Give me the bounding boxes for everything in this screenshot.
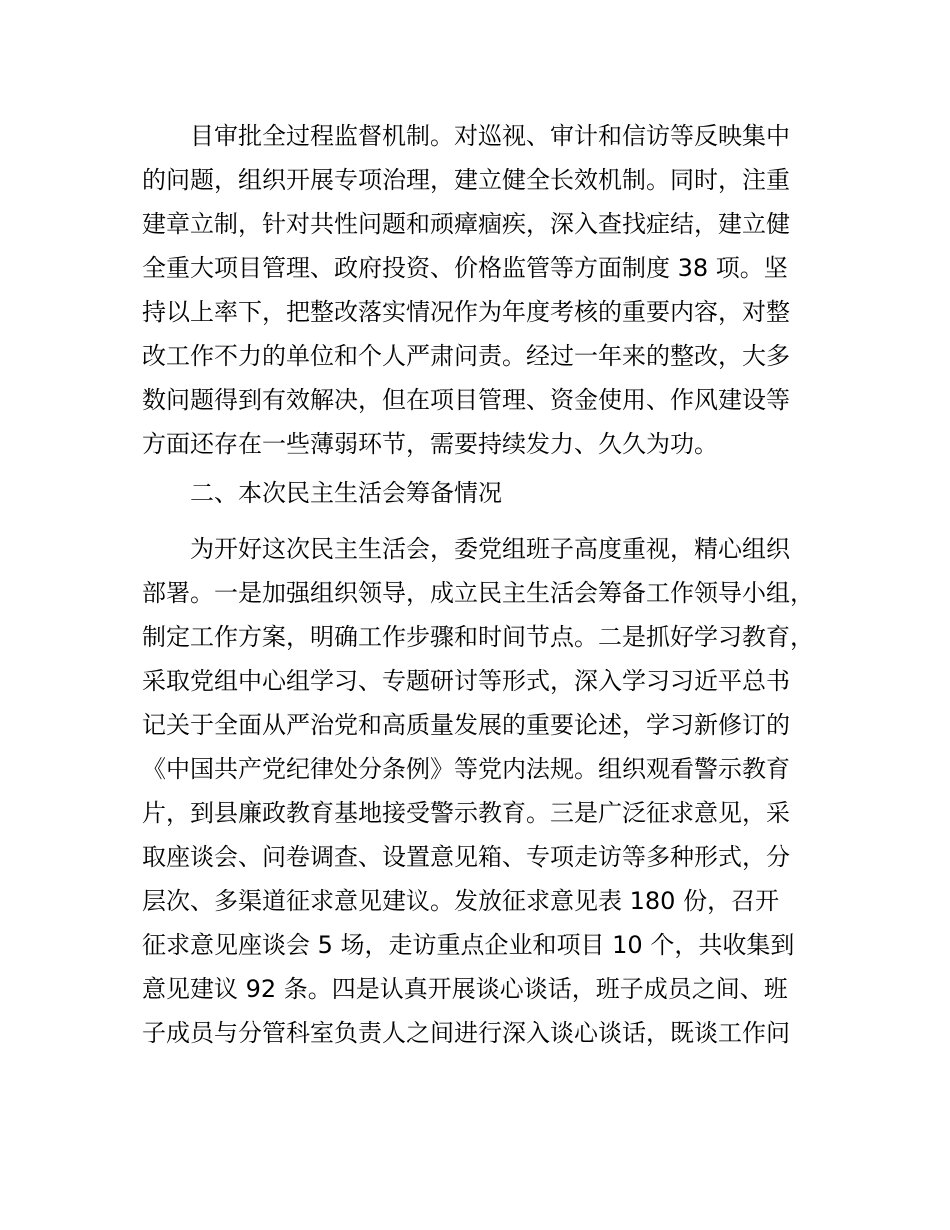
paragraph-line: 数问题得到有效解决，但在项目管理、资金使用、作风建设等	[142, 386, 790, 414]
paragraph-line: 片，到县廉政教育基地接受警示教育。三是广泛征求意见，采	[142, 799, 790, 827]
paragraph-line: 意见建议 92 条。四是认真开展谈心谈话，班子成员之间、班	[142, 975, 788, 1003]
paragraph-line: 采取党组中心组学习、专题研讨等形式，深入学习习近平总书	[142, 667, 790, 695]
paragraph-line: 记关于全面从严治党和高质量发展的重要论述，学习新修订的	[142, 711, 790, 739]
paragraph-line: 制定工作方案，明确工作步骤和时间节点。二是抓好学习教育，	[142, 623, 814, 651]
paragraph-line: 子成员与分管科室负责人之间进行深入谈心谈话，既谈工作问	[142, 1019, 790, 1047]
paragraph-line: 《中国共产党纪律处分条例》等党内法规。组织观看警示教育	[142, 755, 790, 783]
paragraph-line: 的问题，组织开展专项治理，建立健全长效机制。同时，注重	[142, 166, 790, 194]
paragraph-line: 改工作不力的单位和个人严肃问责。经过一年来的整改，大多	[142, 342, 790, 370]
paragraph-line: 为开好这次民主生活会，委党组班子高度重视，精心组织	[190, 535, 790, 563]
paragraph-line: 持以上率下，把整改落实情况作为年度考核的重要内容，对整	[142, 298, 790, 326]
paragraph-line: 征求意见座谈会 5 场，走访重点企业和项目 10 个，共收集到	[142, 931, 795, 959]
paragraph-line: 层次、多渠道征求意见建议。发放征求意见表 180 份，召开	[142, 887, 780, 915]
paragraph-line: 部署。一是加强组织领导，成立民主生活会筹备工作领导小组，	[142, 579, 814, 607]
paragraph-line: 取座谈会、问卷调查、设置意见箱、专项走访等多种形式，分	[142, 843, 790, 871]
paragraph-line: 建章立制，针对共性问题和顽瘴痼疾，深入查找症结，建立健	[142, 210, 790, 238]
section-heading: 二、本次民主生活会筹备情况	[190, 479, 502, 507]
paragraph-line: 全重大项目管理、政府投资、价格监管等方面制度 38 项。坚	[142, 254, 788, 282]
paragraph-line: 方面还存在一些薄弱环节，需要持续发力、久久为功。	[142, 430, 718, 458]
paragraph-line: 目审批全过程监督机制。对巡视、审计和信访等反映集中	[190, 122, 790, 150]
